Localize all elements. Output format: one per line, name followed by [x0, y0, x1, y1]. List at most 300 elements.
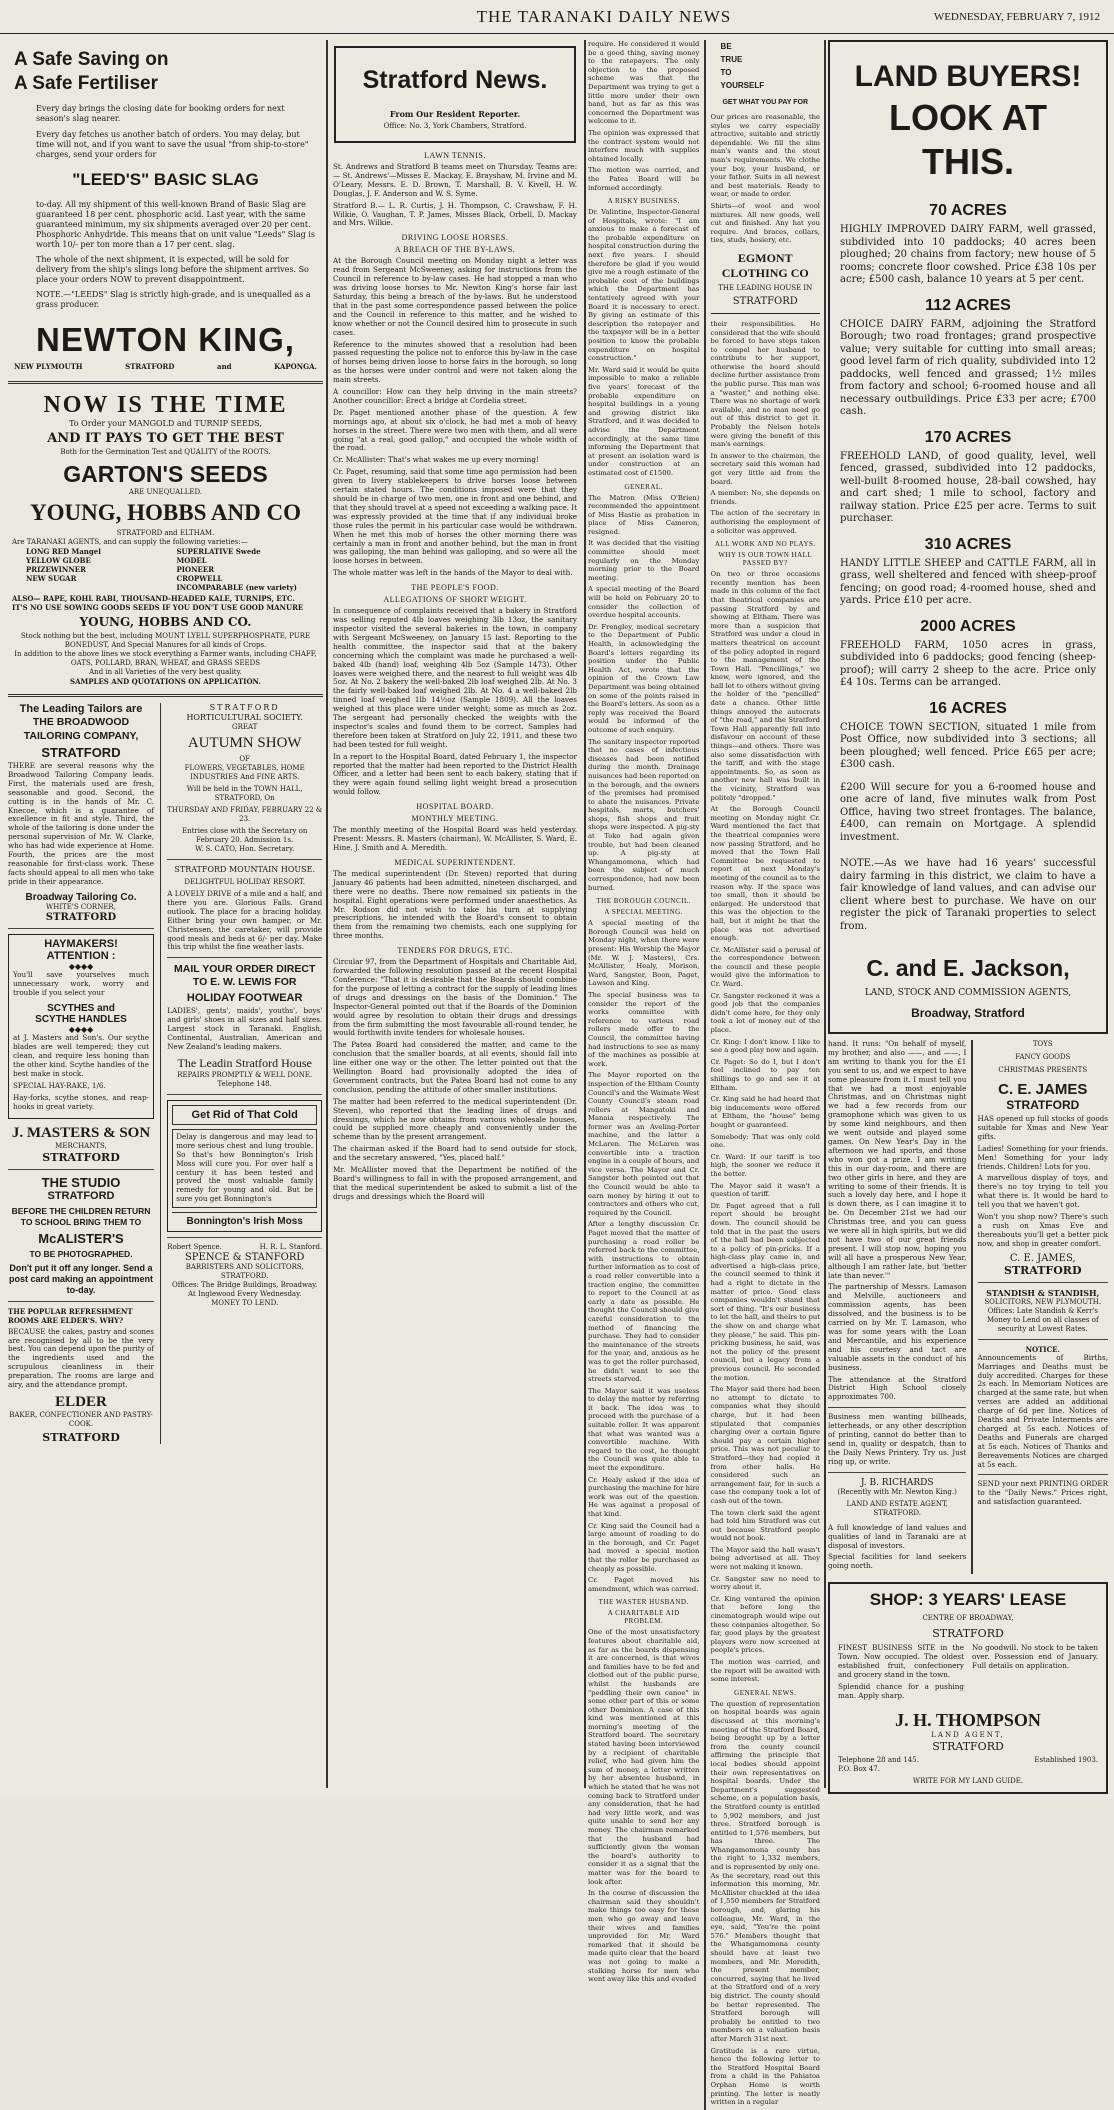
- studio-line: BEFORE THE CHILDREN RETURN TO SCHOOL BRING THEM TO: [11, 1205, 151, 1227]
- news-paragraph: The medical superintendent (Dr. Steven) reported that during January 46 patients had been admitted, nineteen discharged, and there were no deaths. There now remained six patients in the hospital. Eight operations were performed under anaesthetics. As Mr. Rodson did not wish to take his turn at supplying prescriptions, he intended with the Board's consent to obtain them from the remaining two chemists, each one supplying for three months.: [333, 868, 577, 941]
- listing-acres: 2000 ACRES: [920, 617, 1016, 635]
- variety-item: MODEL: [176, 556, 207, 565]
- news-paragraph: Cr. Sangster reckoned it was a good job that the companies didn't come here, for they only took a lot of money out of the place.: [710, 991, 820, 1035]
- hort-line: STRATFORD: [209, 703, 280, 712]
- news-paragraph: At the Borough Council meeting on Monday night a letter was read from Sergeant McSweeney, asking for instructions from the Council in reference to by-law cases. He had stopped a man who was driving loose horses to Mr. Newton King's horse fair last Saturday, this being a breach of the by-laws. But he understood that in the past some correspondence passed between the police and the Council in reference to this matter, and he wished to know whether or not the Council desired him to prosecute in such cases.: [333, 256, 577, 337]
- news-paragraph: A member: No, she depends on friends.: [710, 489, 820, 506]
- spence-title: SPENCE & STANFORD: [184, 1252, 305, 1264]
- news-paragraph: The action of the secretary in authorising the employment of a solicitor was approved.: [710, 509, 820, 535]
- place-label: and: [217, 362, 232, 371]
- lewis-subheadline: HOLIDAY FOOTWEAR: [186, 992, 303, 1005]
- be-true-line: BE: [720, 42, 732, 51]
- elder-line: THE POPULAR REFRESHMENT ROOMS ARE ELDER'S. WHY?: [8, 1306, 133, 1325]
- thompson-line: Established 1903.: [1034, 1755, 1098, 1764]
- news-paragraph: Cr. King: I don't know. I like to see a good play now and again.: [710, 1037, 820, 1055]
- slag-paragraph: The whole of the next shipment, it is expected, will be sold for delivery from the ship's slings long before the shipment arrives. So place your orders NOW to prevent disappointment.: [36, 255, 309, 284]
- divider: [8, 1169, 154, 1170]
- news-paragraph: After a lengthy discussion Cr. Paget moved that the matter of purchasing a road roller be referred back to the committee, with instructions to obtain further information as to cost of a road roller convertible into a traction engine, the committee to report to the Council at as early a date as possible. He thought the Council should give careful consideration to the method of financing the purchase. They had to consider the maintenance of the streets for the year, and, anxious as he was to get the roller purchased, he didn't want to see the streets starved.: [588, 1220, 700, 1384]
- news-paragraph: Somebody: That was only cold one.: [710, 1132, 820, 1150]
- stratford-news-body: [330, 151, 580, 1202]
- news-paragraph: Cr. Paget, resuming, said that some time ago permission had been given to livery stablekeepers to drive horses loose between certain stated hours. The conditions imposed were that they should be in charge of two men, one in front and one behind, and that they should travel at a speed not exceeding a walking pace. It was expressly provided at the time that if any individual broke those rules the permit in his particular case would be withdrawn. When he met this mob of horses the other morning there was certainly a man in front and another behind, but the man in front was galloping, the man behind was galloping, and so were all the loose horses in between.: [333, 467, 577, 566]
- printing-notice: SEND your next PRINTING ORDER to the "Daily News." Prices right, and satisfaction guaranteed.: [977, 1479, 1108, 1507]
- news-subheading: ALLEGATIONS OF SHORT WEIGHT.: [383, 595, 527, 605]
- news-paragraph: The Mayor reported on the inspection of the Eltham County Council's and the Waimate West County Council's steam road rollers at Mangatoki and Manaia respectively. The former was an Aveling-Porter machine, and the latter a McLaren. The McLaren was convertible into a traction engine in a couple of hours, and vice versa. The Mayor and Cr. Sangster both pointed out that the Council would be able to earn money by hiring it out to contractors and others who cut, required by the Council.: [588, 1071, 700, 1217]
- office-line: Office: No. 3, York Chambers, Stratford.: [383, 122, 527, 130]
- news-paragraph: The chairman asked if the Board had to send outside for stock, and the secretary answered, "Yes, placed half.": [333, 1144, 577, 1163]
- news-paragraph: Cr. Paget moved his amendment, which was carried.: [588, 1576, 700, 1593]
- lewis-line: Telephone 148.: [217, 1079, 272, 1088]
- news-paragraph: In a report to the Hospital Board, dated February 1, the inspector reported that the matter had been reported to the District Health Officer, and a letter had been sent to each bakery, stating that if they were again found selling light weight bread a prosecution would follow.: [333, 751, 577, 797]
- stratford-news-title: Stratford News.: [362, 66, 548, 94]
- news-paragraph: Mr. Ward said it would be quite impossible to make a reliable five years' forecast of the probable expenditure on hospital buildings in a young and growing district like Stratford, and it was decided to advise the Department accordingly, at the same time informing the Department that at present an isolation ward is under construction at an estimated cost of £1500.: [588, 365, 700, 477]
- column-1: [8, 40, 323, 1790]
- irish-moss-ad: [167, 1100, 322, 1232]
- column-3: [588, 40, 820, 2107]
- news-paragraph: Cr. Sangster saw no need to worry about it.: [710, 1574, 820, 1592]
- masters-body: Hay-forks, scythe stones, and reap-hooks in great variety.: [13, 1092, 149, 1111]
- lewis-body: LADIES', gents', maids', youths', boys' and girls' shoes in all sizes and half sizes. Largest stock in Taranaki. English, Continental, Australian, American and New Zealand's leading makers.: [167, 1006, 323, 1051]
- masthead: [0, 0, 1114, 34]
- slag-ad: [8, 40, 323, 375]
- shop-line: CENTRE OF BROADWAY,: [922, 1614, 1014, 1623]
- spence-line: Robert Spence.: [167, 1243, 222, 1252]
- lewis-house: The Leadin Stratford House: [177, 1055, 312, 1070]
- tailoring-company: THE BROADWOOD TAILORING COMPANY,: [23, 716, 139, 742]
- news-paragraph: The whole matter was left in the hands of the Mayor to deal with.: [333, 568, 573, 578]
- news-subheading: ALL WORK AND NO PLAYS.: [714, 540, 816, 549]
- news-subheading: GENERAL NEWS.: [734, 1688, 797, 1697]
- moss-body: Delay is dangerous and may lead to more serious chest and lung trouble. So that's how Bonnington's Irish Moss will cure you. For over half a century it has been tested and proved the most valuable family remedy for young and old. But be sure you get Bonnington's: [172, 1129, 317, 1208]
- column-4-split: [828, 1040, 1108, 1574]
- shop-details: [838, 1644, 1098, 1703]
- news-subheading: GENERAL.: [624, 482, 663, 491]
- egmont-clothing-ad: [711, 40, 820, 314]
- divider: [167, 859, 322, 860]
- news-paragraph: The town clerk said the agent had told him Stratford was cut out because Stratford people would not book.: [710, 1508, 820, 1543]
- variety-spacer: [26, 583, 169, 592]
- column-rule: [824, 40, 826, 1788]
- divider: [167, 957, 322, 958]
- garton-line: And in all Varieties of the very best quality.: [89, 668, 242, 676]
- notice-body: Announcements of Births, Marriages and Deaths must be duly accredited. Charges for these 2s each. In Memoriam Notices are charged at the same rate, but when verses are added an additional charge of 6d per line. Notices of Deaths and Private Interments are charged at 5s each. Notices of Deaths and Funerals are charged at 5s each. Notices of Thanks and Bereavements Notices are charged at 5s each.: [977, 1352, 1108, 1469]
- tailoring-headline: The Leading Tailors are: [19, 703, 143, 715]
- news-paragraph: require. He considered it would be a good thing, saving money to the ratepayers. The only objection to the proposed scheme was that the Department was trying to get a little more under their own hand, but as far as this was concerned the Department was welcome to it.: [588, 40, 700, 126]
- variety-item: LONG RED Mangel: [26, 547, 101, 556]
- divider: [8, 381, 323, 384]
- jackson-line: LAND, STOCK AND COMMISSION AGENTS,: [864, 988, 1072, 998]
- slag-brand-title: "LEED'S" BASIC SLAG: [72, 170, 259, 189]
- masters-body: SPECIAL HAY-RAKE, 1/6.: [13, 1080, 106, 1090]
- shop-body: Splendid chance for a pushing man. Apply sharp.: [838, 1681, 964, 1700]
- studio-line: Don't put it off any longer. Send a post card making an appointment to-day.: [8, 1262, 154, 1295]
- garton-line: Both for the Germination Test and QUALITY of the ROOTS.: [60, 448, 271, 456]
- hort-line: OF: [239, 755, 250, 763]
- news-subheading: TENDERS FOR DRUGS, ETC.: [397, 946, 513, 956]
- news-paragraph: The motion was carried, and the report will be awaited with some interest.: [710, 1658, 820, 1684]
- shop-detail-right: [972, 1644, 1098, 1703]
- variety-item: PRIZEWINNER: [26, 565, 86, 574]
- news-paragraph: The monthly meeting of the Hospital Board was held yesterday. Present: Messrs. R. Masters (chairman), W. McAllister, S. Ward, E. Hine, J. Smith and A. Meredith.: [333, 825, 577, 852]
- news-subheading: A BREACH OF THE BY-LAWS.: [394, 245, 516, 255]
- sub-column-left: [828, 1040, 966, 1574]
- spence-line: H. R. L. Stanford.: [259, 1243, 323, 1252]
- masters-body: You'll save yourselves much unnecessary work, worry and trouble if you select your: [13, 969, 149, 997]
- egmont-line: THE LEADING HOUSE IN: [718, 283, 813, 292]
- shop-headline: SHOP: 3 YEARS' LEASE: [869, 1590, 1067, 1610]
- variety-item: NEW SUGAR: [26, 574, 77, 583]
- egmont-town: STRATFORD: [732, 295, 798, 307]
- column-4: [828, 40, 1108, 1790]
- listing-text: FREEHOLD FARM, 1050 acres in grass, subdivided into 6 paddocks; good fencing (sheep-proof); will carry 2 sheep to the acre. Price only £4 10s. Terms can be arranged.: [840, 639, 1096, 688]
- divider: [978, 1282, 1108, 1283]
- column-rule: [584, 40, 586, 1788]
- slag-paragraph: Every day brings the closing date for booking orders for next season's slag nearer.: [36, 104, 285, 123]
- elder-name: ELDER: [55, 1394, 107, 1410]
- news-paragraph: Cr. Paget: So do I, but I don't feel inclined to pay ten shillings to go and see it at Eltham.: [710, 1057, 820, 1092]
- divider: [828, 1407, 966, 1408]
- lower-left-columns: [8, 703, 323, 1444]
- garton-line: Are TARANAKI AGENTS, and can supply the following varieties:—: [12, 538, 248, 546]
- shop-body: FINEST BUSINESS SITE in the Town. Now occupied. The oldest established fruit, confectionery and grocery stand in the town.: [838, 1643, 964, 1679]
- haymakers-headline: HAYMAKERS!: [44, 937, 118, 950]
- thompson-contacts: [838, 1756, 1098, 1774]
- news-paragraph: A special meeting of the Board will be held on February 20 to consider the collection of overdue hospital accounts.: [588, 585, 700, 620]
- hort-line: Entries close with the Secretary on February 20. Admission 1s.: [182, 827, 308, 844]
- listing-acres: 16 ACRES: [929, 699, 1007, 717]
- egmont-body: Shirts—of wool and wool mixtures. All new goods, well cut and finished. Any hat you require. And braces, collars, ties, studs, hosiery, etc.: [710, 201, 820, 245]
- be-true-lines: [711, 40, 820, 92]
- listing-acres: 70 ACRES: [929, 202, 1007, 219]
- masthead-date: WEDNESDAY, FEBRUARY 7, 1912: [933, 10, 1100, 23]
- masters-body: at J. Masters and Son's. Our scythe blades are well tempered; they cut clean, and require less honing than the other kind. Scythe handles of the best make in stock.: [13, 1033, 149, 1079]
- slag-note: NOTE.—"LEEDS" Slag is strictly high-grade, and is unequalled as a grass producer.: [36, 290, 311, 309]
- news-paragraph: their responsibilities. He considered that the wife should be forced to have steps taken to compel her husband to contribute to her support, otherwise the board should decline further assistance from the public purse. This man was a "waster," and nothing else. There was no shortage of work available, and no man need go out of this district to get it. Probably the Nelson hotels were giving the benefit of this man's earnings.: [710, 319, 820, 449]
- mountain-line: DELIGHTFUL HOLIDAY RESORT.: [184, 878, 305, 886]
- news-paragraph: One of the most unsatisfactory features about charitable aid, as far as the boards dispensing it are concerned, is that wives and families have to be fed and clothed out of the public purse, whilst the husbands are "peddling their own canoe" in some other part of this or some other Dominion. A case of this kind was mentioned at this morning's meeting of the Stratford board. The secretary stated having been interviewed by a recipient of charitable relief, who had given him the sum of money, a letter written by her absentee husband, in which he stated that he was not coming back to Stratford under any consideration, that he had had very little work, and was quite unable to send her any money. The chairman remarked that the husband had sufficiently given the woman the board's authority to consider it as a signal that the matter was for the board to look after.: [588, 1628, 700, 1886]
- spence-line: Offices: The Bridge Buildings, Broadway.: [171, 1281, 318, 1290]
- news-paragraph: The Patea Board had considered the matter, and came to the conclusion that the smaller boards, at all events, should fall into line either one way or the other. The letter pointed out that the Wellington Board had provisionally adopted the idea of Government contracts, but the Patea Board had not come to any conclusion, pending the attitude of other smaller institutions.: [333, 1040, 577, 1094]
- news-paragraph: Reference to the minutes showed that a resolution had been passed requesting the police not to enforce this by-law in the case of horses being driven loose to horse fairs in the borough, so long as the horses were under control and were not taken along the main streets.: [333, 339, 577, 385]
- divider: [167, 1094, 322, 1095]
- thompson-line: Telephone 28 and 145.: [838, 1755, 919, 1764]
- news-paragraph: The special business was to consider the report of the works committee with reference to various road rollers made offer to the Council, the committee having had instructions to see as many of the machines as possible at work.: [588, 990, 700, 1068]
- mountain-title: STRATFORD MOUNTAIN HOUSE.: [174, 865, 315, 874]
- young-hobbs-title: YOUNG, HOBBS AND CO: [30, 500, 301, 525]
- richards-line: LAND AND ESTATE AGENT,: [846, 1499, 948, 1508]
- news-subheading: DRIVING LOOSE HORSES.: [401, 233, 509, 243]
- sub-column-left: [8, 703, 154, 1444]
- sub-column-right: [711, 40, 820, 2110]
- news-paragraph: The Mayor said the hall wasn't being advertised at all. They were not making it known.: [710, 1545, 820, 1572]
- garton-line: Stock nothing but the best, including MOUNT LYELL SUPERPHOSPHATE, PURE BONEDUST, And Special Manures for all kinds of Crops.: [20, 632, 311, 649]
- autumn-show-title: AUTUMN SHOW: [187, 735, 302, 751]
- news-paragraph: The Mayor said it was useless to delay the matter by referring it back. The idea was to proceed with the purchase of a suitable roller. It was apparent that what was wanted was a convertible machine. With regard to the cost, he thought the Council was quite able to meet the expenditure.: [588, 1386, 700, 1473]
- listing: [840, 700, 1096, 772]
- news-paragraph: In answer to the chairman, the secretary said this woman had got very little aid from the board.: [710, 451, 820, 486]
- young-hobbs-subtitle: YOUNG, HOBBS AND CO.: [79, 615, 252, 629]
- variety-item: INCOMPARABLE (new variety): [176, 583, 297, 592]
- land-buyers-ad: [828, 40, 1108, 1034]
- divider: [978, 1339, 1108, 1340]
- listing-acres: 112 ACRES: [925, 296, 1011, 314]
- broadway-tailoring-name: Broadway Tailoring Co.: [25, 891, 137, 903]
- jackson-name: C. and E. Jackson,: [866, 955, 1070, 981]
- news-subheading: A SPECIAL MEETING.: [604, 908, 683, 917]
- james-town: STRATFORD: [1006, 1098, 1080, 1112]
- masters-town: STRATFORD: [42, 1150, 120, 1164]
- garton-line: SAMPLES AND QUOTATIONS ON APPLICATION.: [70, 677, 261, 686]
- shop-body: No goodwill. No stock to be taken over. Possession end of January. Full details on application.: [972, 1643, 1098, 1671]
- richards-line: STRATFORD.: [873, 1508, 921, 1517]
- james-line: FANCY GOODS: [1015, 1053, 1071, 1061]
- news-subheading: MONTHLY MEETING.: [411, 814, 499, 824]
- news-paragraph: Cr. Healy asked if the idea of purchasing the machine for hire work was out of the question. He was against a proposal of that kind.: [588, 1475, 700, 1518]
- garton-seeds-ad: [8, 390, 323, 688]
- thompson-line: WRITE FOR MY LAND GUIDE.: [912, 1776, 1024, 1785]
- sub-column-right: [167, 703, 322, 1444]
- lewis-footwear-ad: [167, 963, 322, 1089]
- hort-line: FLOWERS, VEGETABLES, HOME INDUSTRIES And FINE ARTS.: [184, 764, 305, 781]
- listing-text: HANDY LITTLE SHEEP and CATTLE FARM, all in grass, well sheltered and fenced with sheep-proof fencing; on good road; 4-roomed house, shed and yards. Price £10 per acre.: [840, 557, 1096, 606]
- listing: [840, 297, 1096, 419]
- news-paragraph: Cr. McAllister: That's what wakes me up every morning!: [333, 455, 539, 465]
- news-paragraph: Circular 97, from the Department of Hospitals and Charitable Aid, forwarded the following resolution passed at the recent Hospital Conference: "That it is desirable that the Boards should combine for the purpose of letting a contract for the supply of leading lines of drugs and dressings on the basis of the Dominion." The Inspector-General pointed out that if the Boards of the Dominion would agree by resolution to obtain their drugs and dressings from the firm submitting the most favourable all-round tender, he would forthwith invite tenders for wholesale houses.: [333, 957, 577, 1038]
- note-text: NOTE.—As we have had 16 years' successful dairy farming in this district, we claim to have a fair knowledge of land values, and can advise our client where best to purchase. We have on our register the pick of Taranaki properties to select from.: [840, 858, 1096, 932]
- news-paragraph: Cr. King said he had heard that big inducements were offered at Eltham, the "house" being bought or guaranteed.: [710, 1095, 820, 1129]
- studio-line: TO BE PHOTOGRAPHED.: [29, 1248, 133, 1259]
- diamond-ornament: ◆◆◆◆: [68, 961, 94, 971]
- news-paragraph: Cr. King ventured the opinion that before long the cinematograph would wipe out these companies altogether. So far, good plays by the greatest players were now screened at people's prices.: [710, 1594, 820, 1655]
- horticultural-ad: [167, 703, 322, 854]
- divider: [8, 928, 154, 929]
- divider: [167, 1237, 322, 1238]
- thompson-phone-box: [838, 1756, 919, 1774]
- news-subheading: LAWN TENNIS.: [424, 151, 486, 160]
- spence-line: STRATFORD.: [220, 1272, 269, 1281]
- scythe-handles-heading: SCYTHE HANDLES: [35, 1014, 127, 1026]
- news-paragraph: A councillor: How can they help driving in the main streets? Another councillor: Erect a bridge at Cordelia street.: [333, 387, 577, 405]
- be-true-line: TO: [720, 68, 732, 77]
- richards-line: (Recently with Mr. Newton King.): [837, 1487, 957, 1496]
- news-paragraph: At the Borough Council meeting on Monday night Cr. Ward mentioned the fact that the theatrical companies were now passing Stratford, and he moved that the Town Hall Committee be requested to report at next Monday's meeting of the council as to the reason why. If the space was too small, then it should be enlarged. He understood that this was the objection to the hall, but it might be that the place was not advertised enough.: [710, 805, 820, 943]
- james-body: HAS opened up full stocks of goods suitable for Xmas and New Year gifts.: [977, 1114, 1108, 1141]
- hort-line: GREAT: [232, 723, 258, 731]
- variety-item: SUPERLATIVE Swede: [176, 547, 261, 556]
- place-label: STRATFORD: [125, 362, 175, 371]
- spence-line: BARRISTERS AND SOLICITORS,: [185, 1263, 304, 1272]
- elder-line: BAKER, CONFECTIONER AND PASTRY-COOK.: [9, 1411, 153, 1428]
- news-paragraph: The question of representation on hospital boards was again discussed at this morning's meeting of the Stratford Board, being brought up by a letter from the county council affirming the principle that local bodies should appoint their own representatives on hospital boards. Under the Department's suggested scheme, on a population basis, the Stratford county is entitled to 5,902 members, and just three. Stratford borough is entitled to 1,576 members, but has three. The Whangamomona county has the right to 1,332 members, and is represented by only one. As the secretary, read out this information this morning, Mr. McAllister chuckled at the idea of 1,550 members for Stratford borough, and, glaring his colleague, Mr. Ward, in the eye, said, "You're the point 576." Members thought that the Whangamomona county should have at least two members, and Mr. Meredith, the present member, concurred, saying that he lived at the Stratford end of a very big district. The county should be better represented. The Stratford borough will probably be entitled to two members on a valuation basis after March 31st next.: [710, 1699, 820, 2043]
- notice-title: NOTICE.: [1025, 1344, 1060, 1354]
- spence-line: At Inglewood Every Wednesday.: [188, 1290, 302, 1299]
- masthead-title: THE TARANAKI DAILY NEWS: [476, 6, 732, 26]
- shop-detail-left: [838, 1644, 964, 1703]
- news-paragraph: St. Andrews and Stratford B teams meet on Thursday. Teams are:— St. Andrews'—Misses E. Mackay, E. Brayshaw, M. Irvine and M. O'Leary, Messrs. E. D. Brown, T. Marshall, B. V. Kivell, H. W. Douglas, J. F. Anderson and W. S. Syme.: [333, 162, 577, 198]
- moss-brand: Bonnington's Irish Moss: [172, 1212, 317, 1227]
- james-body: A marvellous display of toys, and there's no toy trying to tell you what there is. It would be hard to tell you that we haven't got.: [977, 1173, 1108, 1210]
- slag-paragraph: Every day fetches us another batch of orders. You may delay, but time will not, and if you want to save the usual "from ship-to-store" charges, send your orders for: [36, 130, 309, 159]
- newton-king-name: NEWTON KING,: [36, 321, 295, 358]
- spence-stanford-ad: [167, 1243, 322, 1308]
- richards-body: Special facilities for land seekers going north.: [828, 1552, 967, 1571]
- listing-acres: 310 ACRES: [924, 535, 1012, 553]
- news-subheading: WHY IS OUR TOWN HALL PASSED BY?: [718, 551, 813, 568]
- news-subheading: THE WASTER HUSBAND.: [598, 1598, 689, 1607]
- printing-notice: Business men wanting billheads, letterheads, or any other description of printing, cannot do better than to send in, quality or despatch, than to the Daily News Printery. Try us. Just ring up, or write.: [828, 1412, 967, 1466]
- look-at-this-headline: LOOK AT THIS.: [889, 97, 1047, 182]
- news-subheading: A CHARITABLE AID PROBLEM.: [607, 1609, 680, 1626]
- news-paragraph: A special meeting of the Borough Council was held on Monday night, when there were present: His Worship the Mayor (Mr. W. J. Masters), Crs. McAllister, Healy, Morison, Ward, Sangster, Boon, Paget, Lawson and King.: [588, 919, 700, 988]
- james-town: STRATFORD: [1004, 1263, 1082, 1277]
- garton-brand: GARTON'S SEEDS: [63, 461, 268, 487]
- garton-subheadline: AND IT PAYS TO GET THE BEST: [47, 431, 284, 446]
- divider: [8, 1301, 154, 1302]
- divider: [828, 1472, 966, 1473]
- scythes-heading: SCYTHES and: [47, 1003, 115, 1015]
- place-label: KAPONGA.: [274, 362, 317, 371]
- elder-ad: [8, 1307, 154, 1444]
- column-rule: [971, 1040, 972, 1574]
- diamond-ornament: ◆◆◆◆: [68, 1025, 94, 1035]
- news-paragraph: Cr. King said the Council had a large amount of roading to do in the borough, and Cr. Paget had moved a special motion that the roller be purchased as cheaply as possible.: [588, 1521, 700, 1573]
- news-paragraph: Dr. Frengley, medical secretary to the Department of Public Health, in acknowledging the Board's letters regarding its position under the Public Health Act, wrote that the opinion of the Crown Law Department was being obtained on some of the points raised in the Board's letters. As soon as a reply was received the Board would be informed of the outcome of such enquiry.: [588, 622, 700, 734]
- news-subheading: THE PEOPLE'S FOOD.: [411, 583, 499, 593]
- elder-town: STRATFORD: [42, 1431, 120, 1444]
- news-paragraph: The Matron (Miss O'Brien) recommended the appointment of Miss Hastie as probation in place of Miss Cameron, resigned.: [588, 493, 700, 536]
- garton-line: IT'S NO USE SOWING GOODS SEEDS IF YOU DON'T USE GOOD MANURE: [12, 603, 304, 612]
- studio-town: STRATFORD: [47, 1189, 115, 1202]
- land-buyers-headline: LAND BUYERS!: [854, 60, 1082, 93]
- tailoring-town: STRATFORD: [41, 745, 121, 760]
- news-paragraph: In consequence of complaints received that a bakery in Stratford was selling reputed 4lb loaves weighing 3lb 13oz, the sanitary inspector visited the several bakeries in the town, in company with Sergeant McSweeney, on January 15 last. Reporting to the health committee, the inspector said that at the bakery concerning which the complaint was made he purchased a well-baked 4lb (hand) loaf, weighing 4lb 5oz (Sample 1473). Other loaves were weighed there, and the nearest to full weight was 4lb 5oz. At No. 2 bakery the well-baked 2lb loaf weighed 2lb. At No. 3 the fairly well-baked loaf weighed 2lb. At No. 4 a well-baked 2lb tinned loaf weighed 1lb 14½oz (Sample 1809). All the loaves weighed at this place were under weight; some as much as 2oz. The sergeant had personally checked the weights with the inspector's scales and found them to be correct. Samples had therefore been taken at Stratford on July 22, 1911, and these two had been tested for full weight.: [333, 606, 577, 749]
- seed-varieties: [12, 547, 319, 592]
- news-paragraph: The sanitary inspector reported that no cases of infectious diseases had been notified during the month. Drainage nuisances had been reported on in the borough, and the owners of the premises had promised to abate the nuisances. Private hospitals, marts, butchers' shops, fish shops and fruit shops were inspected. A pig-sty at Toko had again given trouble, but had been cleaned up. A pig-sty at Whangamomona, which had been the subject of much correspondence, had now been burned.: [588, 737, 700, 892]
- tailoring-body: THERE are several reasons why the Broadwood Tailoring Company leads. First, the materials used are fresh, seasonable and good. Second, the cutting is in the hands of Mr. C. Knecoe, which is a guarantee of excellence in fit and style. Third, the whole of the tailoring is done under the personal supervision of Mr. W. Clarke, who has had wide experience at Home. Fourth, the prices are the most reasonable for first-class work. These facts should appeal to all men who take pride in their appearance.: [8, 761, 154, 886]
- news-paragraph: The Mayor said it wasn't a question of tariff.: [710, 1181, 820, 1199]
- variety-item: CROPWELL: [176, 574, 223, 583]
- elder-body: BECAUSE the cakes, pastry and scones are recognised by all to be the very best. You can depend upon the purity of the ingredients used and the scrupulous cleanliness in their preparation. The rooms are large and airy, and the attendance prompt.: [8, 1326, 154, 1390]
- stratford-news-header: [334, 46, 576, 143]
- variety-item: PIONEER: [176, 565, 215, 574]
- shop-town: STRATFORD: [932, 1627, 1004, 1641]
- listing-text: FREEHOLD LAND, of good quality, level, well fenced, grassed, subdivided into 12 paddocks, well-built 8-roomed house, 28-bail cowshed, hay and cart shed; 1 mile to school, factory and railway station. Price £25 per acre. Terms to suit purchaser.: [840, 450, 1096, 524]
- news-paragraph: On two or three occasions recently mention has been made in this column of the fact that theatrical companies are passing Stratford by and showing at Eltham. There was more than a suspicion that Stratford was under a cloud in matters theatrical on account of the policy adopted in regard to the management of the Town Hall. "Pencillings," we knew, were ignored, and the hall let to others without giving the holder of the "pencilled" date a chance. Other little things annoyed the autocrats of "the road," and the Stratford Town Hall apparently fell into disfavour on account of these things—and others. There was also some dissatisfaction with the tariff, and with the stage appointments. So, as soon as another new hall was built in the vicinity, Stratford was politely "dropped.": [710, 570, 820, 802]
- hort-line: W. S. CATO, Hon. Secretary.: [195, 845, 295, 853]
- reporter-line: From Our Resident Reporter.: [389, 109, 521, 119]
- listing-text: CHOICE DAIRY FARM, adjoining the Stratford Borough; two road frontages; grand prospective value; very suitable for cutting into small areas; good level farm of rich quality, subdivided into 12 paddocks, well fenced and grassed; 1½ miles from factory and school; 6-roomed house and all necessary outbuildings. Price £33 per acre; £700 cash.: [840, 318, 1096, 417]
- garton-line: In addition to the above lines we stock everything a Farmer wants, including CHAFF, OATS, POLLARD, BRAN, WHEAT, and GRASS SEEDS: [14, 650, 317, 667]
- news-subheading: THE BOROUGH COUNCIL.: [596, 897, 691, 906]
- sub-column-right: [978, 1040, 1108, 1574]
- listing: [840, 618, 1096, 690]
- studio-ad: [8, 1175, 154, 1296]
- column-rule: [160, 703, 161, 1444]
- listing-acres: 170 ACRES: [924, 428, 1012, 446]
- masters-line: MERCHANTS,: [55, 1141, 107, 1150]
- thompson-line: LAND AGENT,: [931, 1730, 1005, 1739]
- james-line: TOYS: [1032, 1040, 1053, 1048]
- james-name: C. E. JAMES,: [1009, 1252, 1076, 1264]
- news-paragraph: The attendance at the Stratford District High School closely approximates 700.: [828, 1374, 967, 1402]
- divider: [978, 1474, 1108, 1475]
- listing: [840, 202, 1096, 287]
- news-paragraph: Gratitude is a rare virtue, hence the following letter to the Stratford Hospital Board from a child in the Pahiatoa Orphan Home is worth printing. The letter is neatly written in a regular: [710, 2046, 820, 2107]
- shop-lease-ad: [828, 1582, 1108, 1793]
- egmont-body: Our prices are reasonable, the styles we carry especially attractive, suitable and strictly dependable. We fill the slim man's wants and the stout man's requirements. We clothe your boy, your husband, or your father. Suits in all newest and best materials. Ready to wear, or made to order.: [710, 113, 820, 199]
- hort-line: HORTICULTURAL SOCIETY.: [186, 713, 303, 722]
- masters-name: J. MASTERS & SON: [11, 1124, 151, 1141]
- news-paragraph: Cr. McAllister said a perusal of the correspondence between the council and these people would give the information to Cr. Ward.: [710, 945, 820, 989]
- standish-name: STANDISH & STANDISH,: [986, 1287, 1100, 1298]
- sub-column-left: [588, 40, 699, 2110]
- slag-paragraph: to-day. All my shipment of this well-known Brand of Basic Slag are guaranteed 18 per cent. phosphoric acid. Last year, with the same guaranteed minimum, my six shipments averaged over 20 per cent. Phosphoric Anhydride. This means that on unit value "Leeds" Slag is worth 10/- per ton more than a 17 per cent. slag.: [36, 200, 315, 249]
- news-subheading: A RISKY BUSINESS.: [607, 197, 680, 206]
- lewis-line: REPAIRS PROMPTLY & WELL DONE.: [177, 1070, 313, 1079]
- listing: [840, 429, 1096, 526]
- column-3-split: [588, 40, 820, 2110]
- mcalister-name: McALISTER'S: [38, 1230, 124, 1246]
- column-rule: [704, 40, 705, 2110]
- place-label: NEW PLYMOUTH: [14, 362, 83, 371]
- news-subheading: MEDICAL SUPERINTENDENT.: [394, 857, 516, 867]
- garton-line: STRATFORD and ELTHAM.: [116, 529, 215, 537]
- lewis-headline: MAIL YOUR ORDER DIRECT TO E. W. LEWIS FOR: [174, 963, 316, 989]
- spence-line: MONEY TO LEND.: [211, 1299, 279, 1308]
- james-body: Ladies! Something for your friends. Men! Something for your lady friends. Children! Lots for you.: [977, 1143, 1108, 1171]
- thompson-name: J. H. THOMPSON: [895, 1709, 1041, 1730]
- thompson-line: P.O. Box 47.: [838, 1764, 880, 1773]
- mountain-house-ad: [167, 865, 322, 952]
- garton-line: To Order your MANGOLD and TURNIP SEEDS,: [69, 419, 262, 428]
- hort-line: THURSDAY AND FRIDAY, FEBRUARY 22 & 23.: [167, 806, 323, 823]
- garton-line: ALSO— RAPE, KOHL RABI, THOUSAND-HEADED KALE, TURNIPS, ETC.: [12, 594, 295, 603]
- column-rule: [326, 40, 328, 1788]
- be-true-line: TRUE: [720, 55, 743, 64]
- tailoring-line: WHITE'S CORNER,: [46, 902, 116, 911]
- news-paragraph: In the course of discussion the chairman said they shouldn't make things too easy for these men who go away and leave their wives and families unprovided for. Mr. Ward remarked that it should be made quite clear that the board was not going to make a stalking horse for men who went away like this and evaded: [588, 1889, 700, 1984]
- news-paragraph: The motion was carried, and the Patea Board will be informed accordingly.: [588, 166, 700, 192]
- news-paragraph: Mr. McAllister moved that the Department be notified of the Board's willingness to fall in with the proposed arrangement, and that the medical superintendent be asked to submit a list of the drugs and dressings which the Board will: [333, 1165, 577, 1201]
- richards-name: J. B. RICHARDS: [860, 1477, 934, 1488]
- james-name: C. E. JAMES: [998, 1081, 1088, 1098]
- richards-body: A full knowledge of land values and qualities of land in Taranaki are at disposal of investors.: [828, 1522, 967, 1550]
- get-what-you-pay-for: GET WHAT YOU PAY FOR: [722, 99, 809, 106]
- letter-paragraph: hand. It runs: "On behalf of myself, my brother, and also ——, and ——, I am writing to thank you for the £1 you sent to us, and we expect to have some pleasure from it. I must tell you that we had a most enjoyable Christmas, and on Christmas night we had a few records from our gramophone which was given to us by some kind neighbours, and then we went outside and played some games. On New Year's Day in the afternoon we had sports, and those who won got a prize. I am writing this in our day-room, and there are two other girls in here, and they are writing to some of their friends. It is such a lovely day here, and I hope it is down there, as I can imagine it to be. On December 21st we had our Christmas tree, and you can guess we were all in high spirits, but we did not have two of our great friends present. I will stop now, hoping you will all have a prosperous New Year, although I am rather late, but 'better late than never.'": [828, 1039, 967, 1280]
- cash-offer-text: £200 Will secure for you a 6-roomed house and one acre of land, five minutes walk from Post Office, having two street frontages. The balance, £400, can remain on Mortgage. A splendid investment.: [840, 781, 1096, 843]
- listing: [840, 536, 1096, 608]
- listing-text: CHOICE TOWN SECTION, situated 1 mile from Post Office, now subdivided into 3 sections; all been ploughed; well fenced. Price £65 per acre; £300 cash.: [840, 721, 1096, 770]
- studio-title: THE STUDIO: [41, 1174, 121, 1190]
- thompson-town: STRATFORD: [932, 1739, 1004, 1753]
- garton-line: ARE UNEQUALLED.: [128, 488, 203, 496]
- news-paragraph: It was decided that the visiting committee should meet regularly on the Monday morning prior to the Board meeting.: [588, 539, 700, 582]
- news-paragraph: Dr. Paget mentioned another phase of the question. A few mornings ago, at about six o'clock, he had met a mob of heavy horses in the street. There were two men with them, and all were going "at a real, good gallop," and occupied the whole width of the road.: [333, 407, 577, 453]
- jackson-address: Broadway, Stratford: [911, 1006, 1025, 1020]
- masters-ad: [8, 934, 154, 1119]
- slag-headline-1: A Safe Saving on: [14, 49, 169, 70]
- attention-headline: ATTENTION :: [46, 949, 116, 962]
- james-body: Won't you shop now? There's such a rush on Xmas Eve and thereabouts you'll get a better pick now, and shop in greater comfort.: [977, 1212, 1108, 1248]
- news-paragraph: The partnership of Messrs. Lamason and Melville, auctioneers and commission agents, has been dissolved, and the business is to be carried on by Mr. T. Lamason, who was for some years with the Loan and Mercantile, and his experience and his courtesy and tact are valuable assets in the conduct of his business.: [828, 1282, 967, 1372]
- garton-headline: NOW IS THE TIME: [43, 392, 288, 418]
- spence-names: [167, 1243, 322, 1252]
- news-paragraph: The matter had been referred to the medical superintendent (Dr. Steven), who reported that the leading lines of drugs and dressings, which he now obtains from various wholesale houses, could be supplied more cheaply and conveniently under the scheme than by the present arrangement.: [333, 1096, 577, 1142]
- listing-text: HIGHLY IMPROVED DAIRY FARM, well grassed, subdivided into 10 paddocks; 40 acres been ploughed; 20 chains from factory; new house of 5 rooms; concrete floor cowshed. Price £38 10s per acre; £500 cash, balance 10 years at 5 per cent.: [840, 224, 1096, 285]
- tailoring-ad: [8, 703, 154, 923]
- news-paragraph: The Mayor said there had been no attempt to dictate to companies what they should charge, but it had been stipulated that companies charging over a certain figure should pay a certain higher price. This was not peculiar to Stratford—they had copied it from other halls. He considered such an arrangement fair, for in such a case the company took a lot of cash out of the town.: [710, 1385, 820, 1505]
- standish-line: Offices: Late Standish & Kerr's: [987, 1306, 1098, 1315]
- standish-line: SOLICITORS, NEW PLYMOUTH.: [984, 1297, 1102, 1306]
